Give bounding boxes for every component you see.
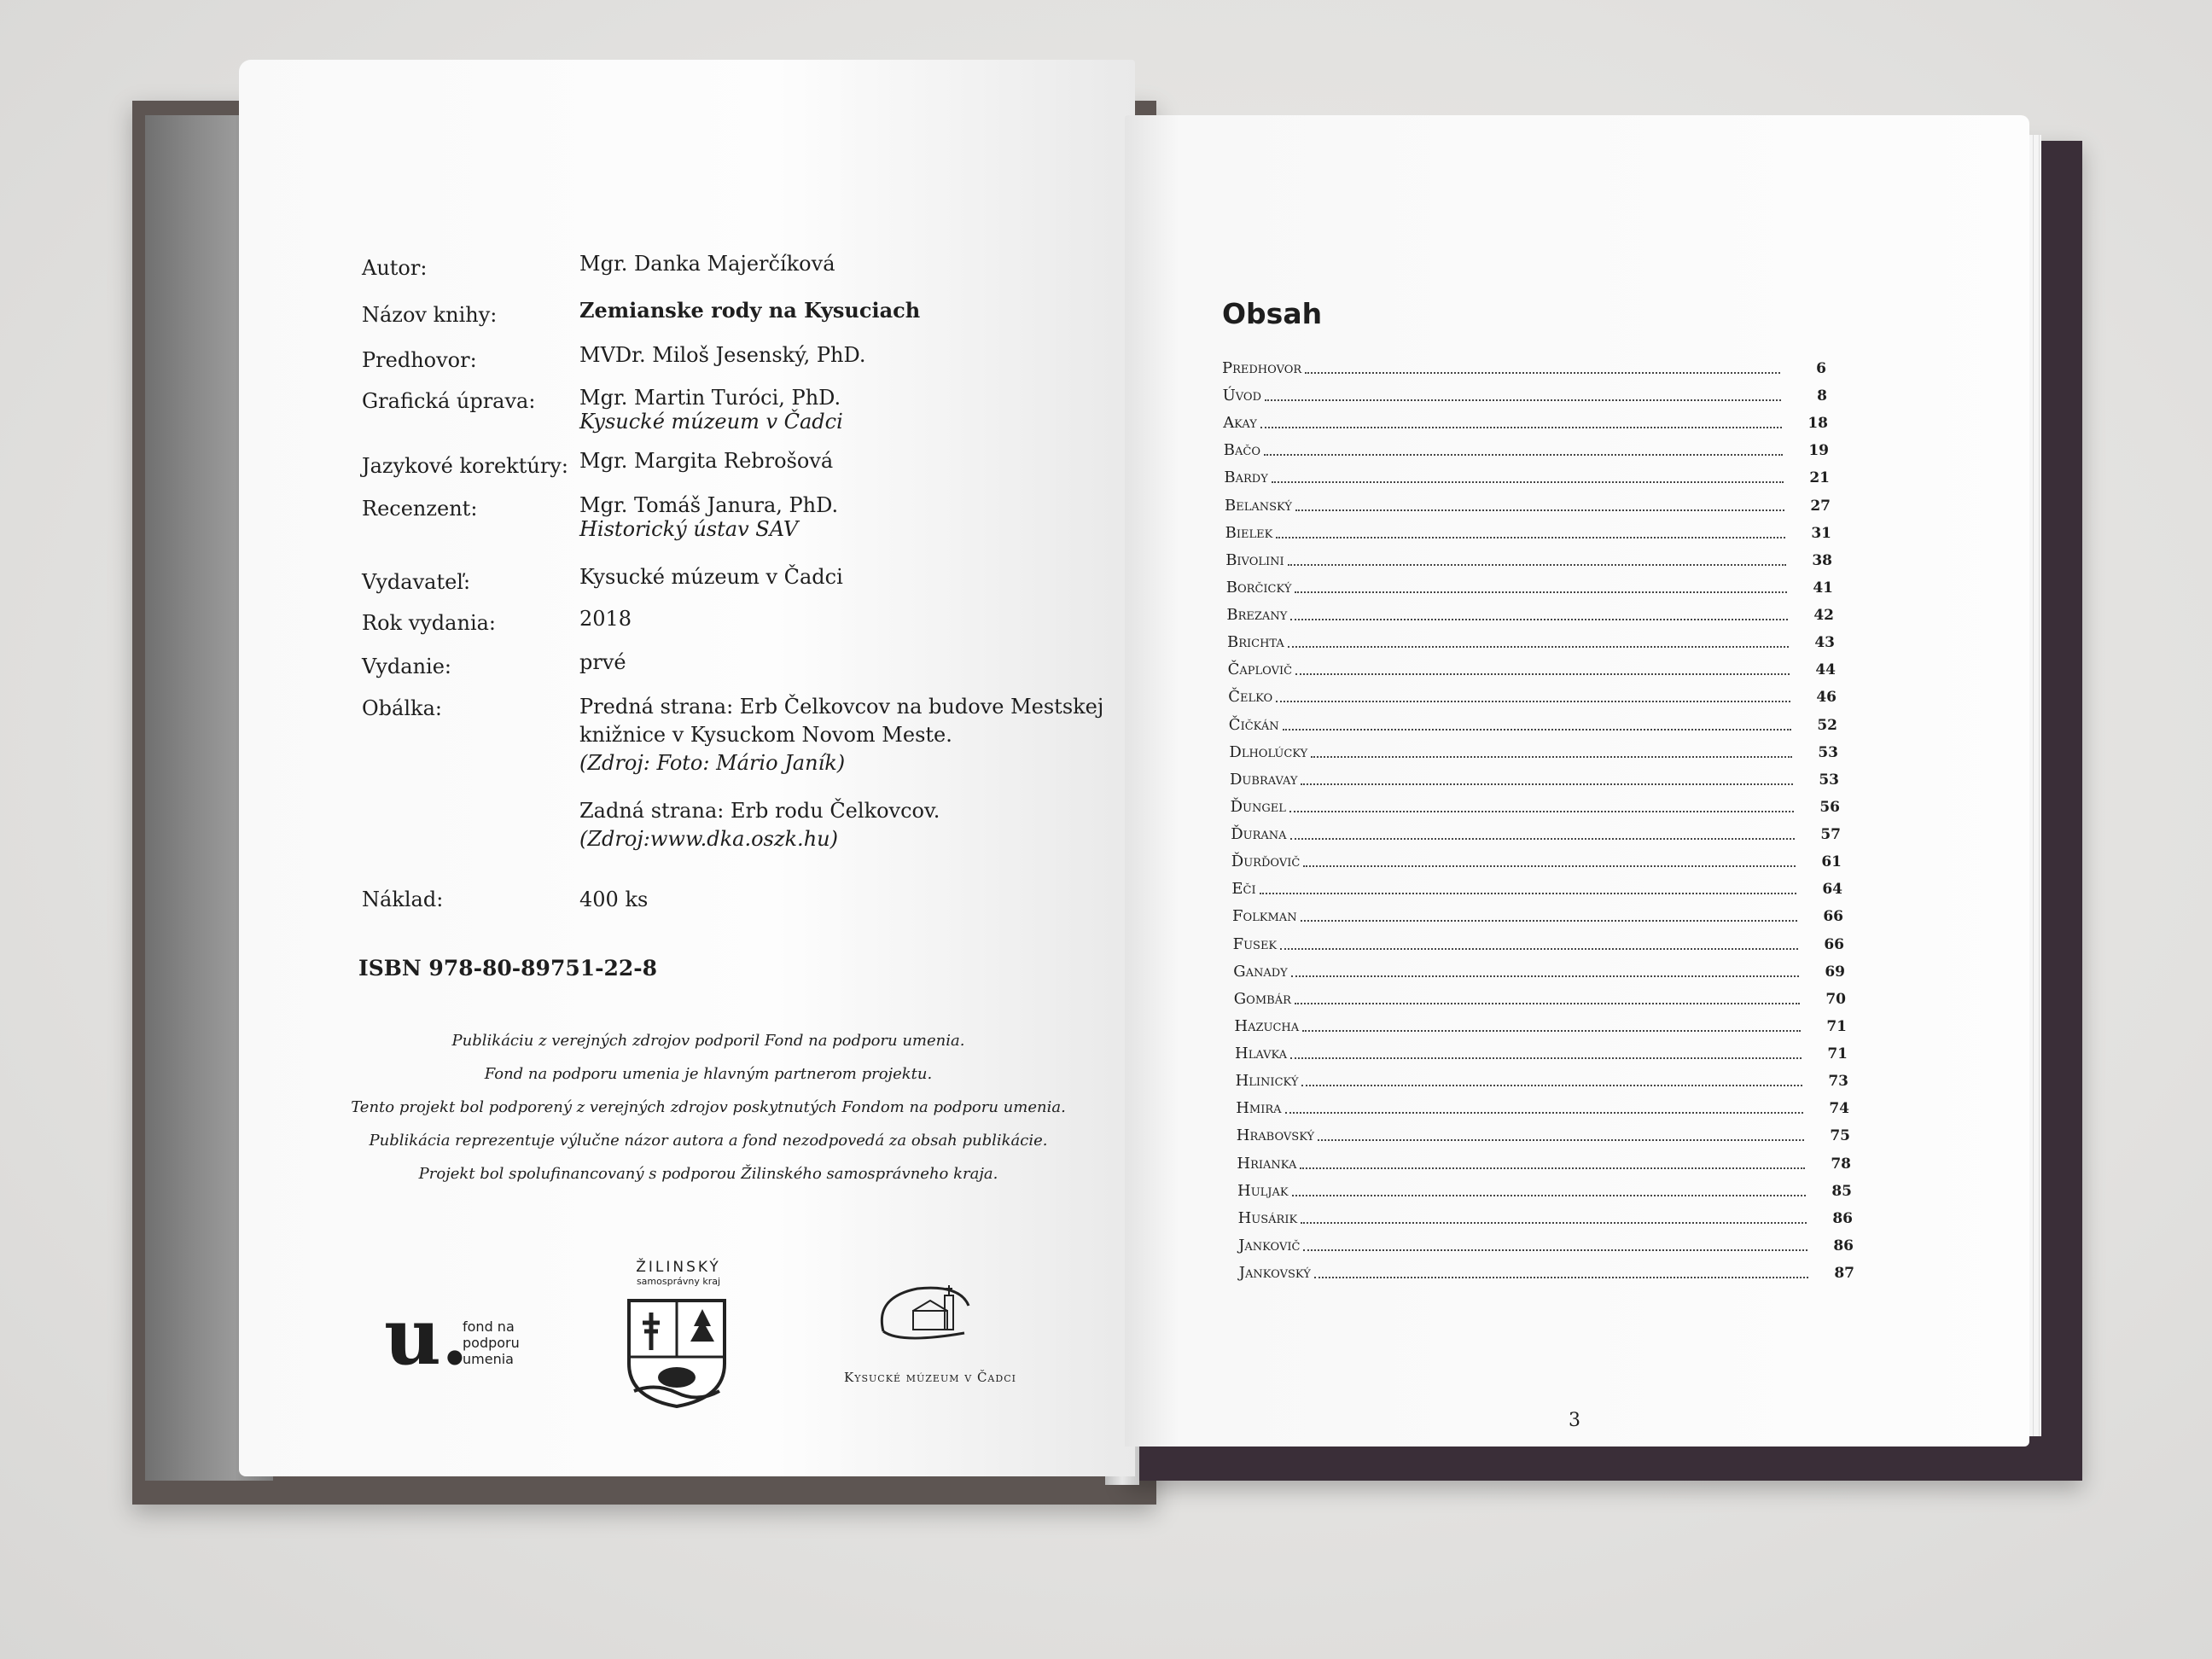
toc-entry-page: 43 xyxy=(1814,634,1835,652)
toc-entry-page: 31 xyxy=(1811,524,1831,542)
toc-entry-name: Ďurana xyxy=(1231,825,1287,844)
fond-logo-text: fond na podporu umenia xyxy=(463,1318,520,1367)
toc-entry xyxy=(1229,742,1838,761)
toc-entry-name: Hrabovský xyxy=(1236,1126,1315,1145)
imprint-value xyxy=(579,693,1103,777)
toc-entry xyxy=(1234,989,1846,1008)
toc-entry-name: Hlavka xyxy=(1235,1045,1288,1063)
credit-line: Tento projekt bol podporený z verejných zdrojov poskytnutých Fondom na podporu umenia. xyxy=(351,1098,1066,1116)
toc-entry-page: 42 xyxy=(1813,607,1834,625)
page-number: 3 xyxy=(1569,1410,1580,1431)
toc-entry-name: Brichta xyxy=(1227,633,1284,652)
fond-logo-mark: u. xyxy=(384,1290,469,1382)
toc-leader-dots xyxy=(1303,865,1796,867)
imprint-value-line: Predná strana: Erb Čelkovcov na budove Mestskej xyxy=(579,695,1104,719)
toc-entry xyxy=(1227,632,1835,651)
toc-entry-page: 69 xyxy=(1825,963,1845,981)
imprint-value-line: Zadná strana: Erb rodu Čelkovcov. xyxy=(579,799,940,823)
toc-entry-page: 74 xyxy=(1829,1100,1849,1118)
toc-entry-page: 66 xyxy=(1824,935,1844,953)
toc-leader-dots xyxy=(1301,1085,1802,1086)
toc-entry-name: Akay xyxy=(1223,414,1257,433)
toc-entry xyxy=(1224,440,1829,459)
toc-leader-dots xyxy=(1290,1057,1802,1059)
toc-leader-dots xyxy=(1302,1030,1801,1032)
imprint-label: Rok vydania: xyxy=(362,611,497,635)
toc-entry-name: Hmira xyxy=(1236,1099,1282,1118)
toc-entry-name: Folkman xyxy=(1232,907,1297,926)
toc-entry-page: 8 xyxy=(1817,387,1827,405)
toc-entry-name: Bardy xyxy=(1224,469,1268,487)
toc-entry-name: Predhovor xyxy=(1222,359,1302,377)
toc-entry-page: 70 xyxy=(1825,990,1846,1008)
toc-entry-page: 53 xyxy=(1818,743,1838,761)
toc-leader-dots xyxy=(1276,537,1785,538)
toc-leader-dots xyxy=(1260,893,1796,894)
imprint-value-title: Zemianske rody na Kysuciach xyxy=(579,298,921,323)
imprint-value: 400 ks xyxy=(579,888,649,911)
toc-leader-dots xyxy=(1295,1003,1800,1004)
imprint-value xyxy=(579,797,940,853)
toc-leader-dots xyxy=(1288,646,1789,648)
imprint-value: Kysucké múzeum v Čadci xyxy=(579,565,843,589)
toc-entry-name: Úvod xyxy=(1222,387,1262,405)
toc-entry xyxy=(1223,386,1827,405)
toc-entry-page: 73 xyxy=(1828,1073,1848,1091)
imprint-value: prvé xyxy=(579,650,626,674)
toc-entry-page: 61 xyxy=(1821,853,1842,871)
toc-entry-name: Ďungel xyxy=(1230,797,1286,816)
toc-entry-page: 87 xyxy=(1834,1265,1854,1282)
toc-entry-name: Bivolini xyxy=(1225,550,1284,569)
toc-entry-name: Hlinický xyxy=(1235,1072,1299,1091)
toc-entry xyxy=(1236,1098,1849,1117)
toc-leader-dots xyxy=(1318,1139,1804,1141)
credit-line: Fond na podporu umenia je hlavným partnerom projektu. xyxy=(484,1065,933,1083)
toc-leader-dots xyxy=(1301,1222,1807,1224)
toc-entry-page: 85 xyxy=(1831,1182,1852,1200)
imprint-label: Grafická úprava: xyxy=(362,389,536,413)
toc-entry-name: Dubravay xyxy=(1230,770,1298,789)
toc-entry xyxy=(1238,1236,1854,1254)
toc-entry-page: 18 xyxy=(1807,415,1828,433)
toc-entry xyxy=(1237,1154,1851,1173)
toc-entry xyxy=(1225,523,1831,542)
zilinsky-kraj-title: ŽILINSKÝ xyxy=(636,1259,721,1276)
toc-entry xyxy=(1229,715,1837,734)
toc-entry-name: Čaplovič xyxy=(1227,661,1293,679)
imprint-value-italic: Kysucké múzeum v Čadci xyxy=(579,410,843,434)
toc-leader-dots xyxy=(1265,399,1781,401)
funding-credits xyxy=(324,1024,1092,1190)
imprint-label: Autor: xyxy=(362,256,428,280)
toc-entry xyxy=(1222,358,1826,377)
imprint-value-italic: (Zdroj: Foto: Mário Janík) xyxy=(579,751,846,775)
imprint-value: Mgr. Margita Rebrošová xyxy=(579,449,834,473)
toc-leader-dots xyxy=(1276,701,1790,702)
toc-entry xyxy=(1226,578,1833,597)
toc-entry-page: 71 xyxy=(1826,1017,1847,1035)
toc-leader-dots xyxy=(1283,729,1791,731)
isbn-number: ISBN 978-80-89751-22-8 xyxy=(358,956,658,981)
toc-leader-dots xyxy=(1295,509,1784,511)
toc-entry xyxy=(1239,1263,1854,1282)
toc-entry-page: 52 xyxy=(1817,716,1837,734)
kysucke-muzeum-logo-icon xyxy=(866,1280,977,1357)
imprint-label: Vydavateľ: xyxy=(362,570,471,594)
toc-entry-page: 53 xyxy=(1819,771,1839,789)
toc-entry-name: Jankovič xyxy=(1238,1236,1301,1254)
toc-leader-dots xyxy=(1291,975,1799,977)
toc-entry xyxy=(1233,962,1845,981)
toc-leader-dots xyxy=(1301,783,1793,785)
toc-entry-name: Bielek xyxy=(1225,523,1273,542)
toc-entry-name: Ganady xyxy=(1233,962,1288,981)
toc-entry xyxy=(1225,496,1831,515)
toc-entry-page: 38 xyxy=(1812,551,1832,569)
imprint-label: Vydanie: xyxy=(362,655,452,678)
toc-entry xyxy=(1231,879,1842,898)
toc-title: Obsah xyxy=(1222,297,1323,330)
toc-leader-dots xyxy=(1285,1112,1803,1114)
toc-entry-name: Borčický xyxy=(1225,578,1292,597)
toc-entry-page: 6 xyxy=(1816,360,1826,377)
toc-entry-page: 56 xyxy=(1819,798,1840,816)
toc-leader-dots xyxy=(1288,564,1786,566)
imprint-value: 2018 xyxy=(579,607,632,631)
imprint-value-line: knižnice v Kysuckom Novom Meste. xyxy=(579,723,952,747)
toc-entry xyxy=(1224,468,1830,486)
toc-entry-name: Čelko xyxy=(1228,688,1273,707)
imprint-value-line: Mgr. Tomáš Janura, PhD. xyxy=(579,493,839,517)
toc-leader-dots xyxy=(1289,811,1794,812)
toc-entry-name: Hazucha xyxy=(1234,1016,1300,1035)
toc-entry-page: 57 xyxy=(1820,826,1841,844)
toc-entry xyxy=(1236,1071,1848,1090)
toc-entry-name: Bačo xyxy=(1223,441,1261,460)
toc-leader-dots xyxy=(1305,372,1780,374)
toc-entry-name: Huljak xyxy=(1237,1181,1289,1200)
zilina-coat-of-arms-icon xyxy=(626,1297,728,1408)
toc-entry-name: Belanský xyxy=(1225,496,1292,515)
toc-entry xyxy=(1235,1044,1848,1062)
imprint-label: Recenzent: xyxy=(362,497,478,521)
toc-leader-dots xyxy=(1311,756,1792,758)
toc-entry-name: Gombár xyxy=(1233,989,1291,1008)
toc-leader-dots xyxy=(1264,454,1783,456)
toc-entry xyxy=(1231,824,1841,843)
credit-line: Publikáciu z verejných zdrojov podporil Fond na podporu umenia. xyxy=(451,1032,965,1050)
toc-entry-page: 71 xyxy=(1827,1045,1848,1063)
toc-entry xyxy=(1223,413,1828,432)
toc-entry xyxy=(1237,1181,1852,1200)
toc-entry-name: Eči xyxy=(1231,880,1256,899)
toc-entry-page: 21 xyxy=(1809,469,1830,487)
toc-entry-page: 66 xyxy=(1823,908,1843,926)
toc-entry-page: 86 xyxy=(1833,1237,1854,1254)
toc-entry xyxy=(1225,550,1832,569)
toc-entry xyxy=(1230,770,1839,789)
imprint-label: Názov knihy: xyxy=(362,303,498,327)
toc-entry-name: Husárik xyxy=(1237,1208,1298,1227)
toc-leader-dots xyxy=(1290,838,1795,840)
toc-entry xyxy=(1232,906,1843,925)
toc-leader-dots xyxy=(1300,1167,1805,1169)
imprint-value-italic: Historický ústav SAV xyxy=(579,517,799,541)
zilinsky-kraj-subtitle: samosprávny kraj xyxy=(636,1276,721,1287)
imprint-value xyxy=(579,493,838,541)
toc-entry-name: Čičkán xyxy=(1228,715,1279,734)
credit-line: Projekt bol spolufinancovaný s podporou Žilinského samosprávneho kraja. xyxy=(418,1165,998,1183)
toc-entry-page: 86 xyxy=(1832,1209,1853,1227)
toc-entry xyxy=(1226,605,1834,624)
imprint-value-line: Mgr. Martin Turóci, PhD. xyxy=(579,386,841,410)
toc-entry-page: 41 xyxy=(1813,579,1833,597)
imprint-value: MVDr. Miloš Jesenský, PhD. xyxy=(579,343,866,367)
imprint-value: Mgr. Danka Majerčíková xyxy=(579,252,835,276)
imprint-label: Obálka: xyxy=(362,696,442,720)
zilinsky-kraj-caption xyxy=(623,1259,734,1287)
toc-entry-page: 78 xyxy=(1831,1155,1851,1173)
kysucke-muzeum-caption: Kysucké múzeum v Čadci xyxy=(844,1370,1016,1385)
toc-leader-dots xyxy=(1280,948,1798,950)
credit-line: Publikácia reprezentuje výlučne názor autora a fond nezodpovedá za obsah publikácie. xyxy=(369,1132,1048,1150)
toc-entry-name: Dlholúcky xyxy=(1229,742,1308,761)
toc-entry-name: Brezany xyxy=(1226,606,1288,625)
imprint-label: Jazykové korektúry: xyxy=(362,454,568,478)
toc-entry-page: 19 xyxy=(1808,442,1829,460)
toc-entry xyxy=(1228,660,1836,678)
toc-entry xyxy=(1237,1126,1850,1144)
toc-leader-dots xyxy=(1303,1249,1807,1251)
imprint-label: Predhovor: xyxy=(362,348,477,372)
toc-entry-page: 64 xyxy=(1822,881,1842,899)
toc-leader-dots xyxy=(1292,1195,1806,1196)
toc-leader-dots xyxy=(1260,427,1782,428)
toc-entry xyxy=(1231,797,1840,816)
toc-entry-page: 27 xyxy=(1810,497,1831,515)
imprint-value-italic: (Zdroj:www.dka.oszk.hu) xyxy=(579,827,838,851)
toc-entry xyxy=(1234,1016,1847,1035)
toc-entry-name: Jankovský xyxy=(1238,1264,1311,1282)
toc-leader-dots xyxy=(1295,673,1790,675)
toc-entry xyxy=(1231,852,1842,870)
imprint-value xyxy=(579,386,843,434)
toc-leader-dots xyxy=(1290,619,1788,620)
toc-entry xyxy=(1238,1208,1853,1227)
toc-entry xyxy=(1233,934,1844,953)
toc-entry-page: 75 xyxy=(1830,1127,1850,1145)
toc-leader-dots xyxy=(1272,481,1784,483)
toc-leader-dots xyxy=(1301,920,1797,922)
toc-leader-dots xyxy=(1314,1277,1808,1278)
toc-entry-page: 46 xyxy=(1816,689,1837,707)
toc-leader-dots xyxy=(1295,591,1787,593)
toc-entry-name: Fusek xyxy=(1232,934,1278,953)
toc-entry-page: 44 xyxy=(1815,661,1836,679)
toc-entry xyxy=(1228,687,1837,706)
toc-entry-name: Hrianka xyxy=(1237,1154,1297,1173)
toc-entry-name: Ďurďovič xyxy=(1231,853,1301,871)
imprint-label: Náklad: xyxy=(362,888,444,911)
